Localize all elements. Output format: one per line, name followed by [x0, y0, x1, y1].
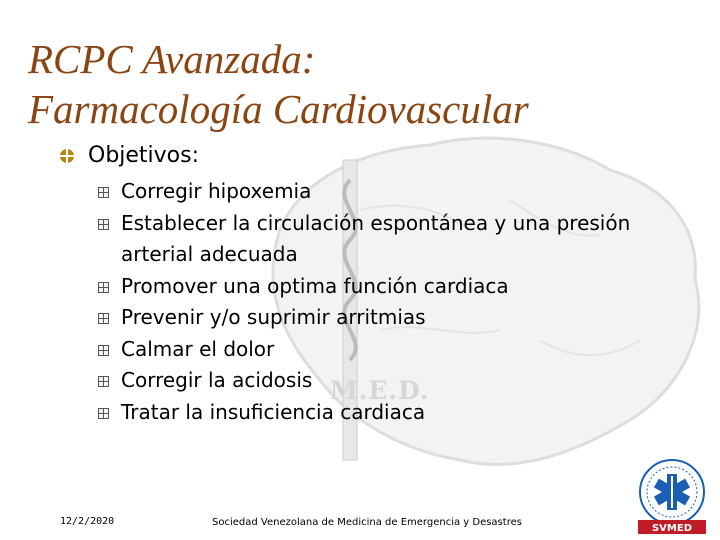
square-bullet-icon [98, 408, 109, 419]
list-item [98, 334, 680, 366]
list-item [98, 176, 680, 208]
list-item-text: Prevenir y/o suprimir arritmias [121, 305, 426, 329]
objectives-list [98, 176, 680, 428]
list-item-text: Corregir la acidosis [121, 368, 313, 392]
list-item-text: Calmar el dolor [121, 336, 275, 361]
objectives-heading-text: Objetivos: [88, 143, 200, 168]
list-item [98, 302, 680, 334]
square-bullet-icon [98, 282, 109, 293]
list-item-text: Corregir hipoxemia [121, 179, 312, 203]
list-item [98, 208, 680, 271]
list-item [98, 365, 680, 397]
list-item [98, 271, 680, 303]
square-bullet-icon [98, 187, 109, 198]
list-item-text: Promover una optima función cardiaca [121, 273, 509, 298]
footer-organization: Sociedad Venezolana de Medicina de Emergencia y Desastres [212, 517, 522, 528]
square-bullet-icon [98, 313, 109, 324]
footer-date: 12/2/2020 [60, 516, 115, 527]
slide-title-line-2: Farmacología Cardiovascular [28, 86, 529, 132]
square-bullet-icon [98, 219, 109, 230]
square-bullet-icon [98, 345, 109, 356]
objectives-section [60, 140, 680, 428]
list-item-text: Tratar la insuficiencia cardiaca [121, 399, 426, 424]
slide-title-line-1: RCPC Avanzada: [28, 36, 316, 82]
watermark-text: M.E.D. [330, 376, 430, 405]
objectives-heading [60, 140, 680, 172]
round-bullet-icon [60, 149, 74, 163]
slide-title [28, 34, 529, 134]
square-bullet-icon [98, 376, 109, 387]
logo-text: SVMED [651, 523, 693, 534]
list-item-text: Establecer la circulación espontánea y una presión arterial adecuada [121, 210, 631, 266]
list-item [98, 397, 680, 429]
svmed-logo-icon [632, 456, 712, 536]
